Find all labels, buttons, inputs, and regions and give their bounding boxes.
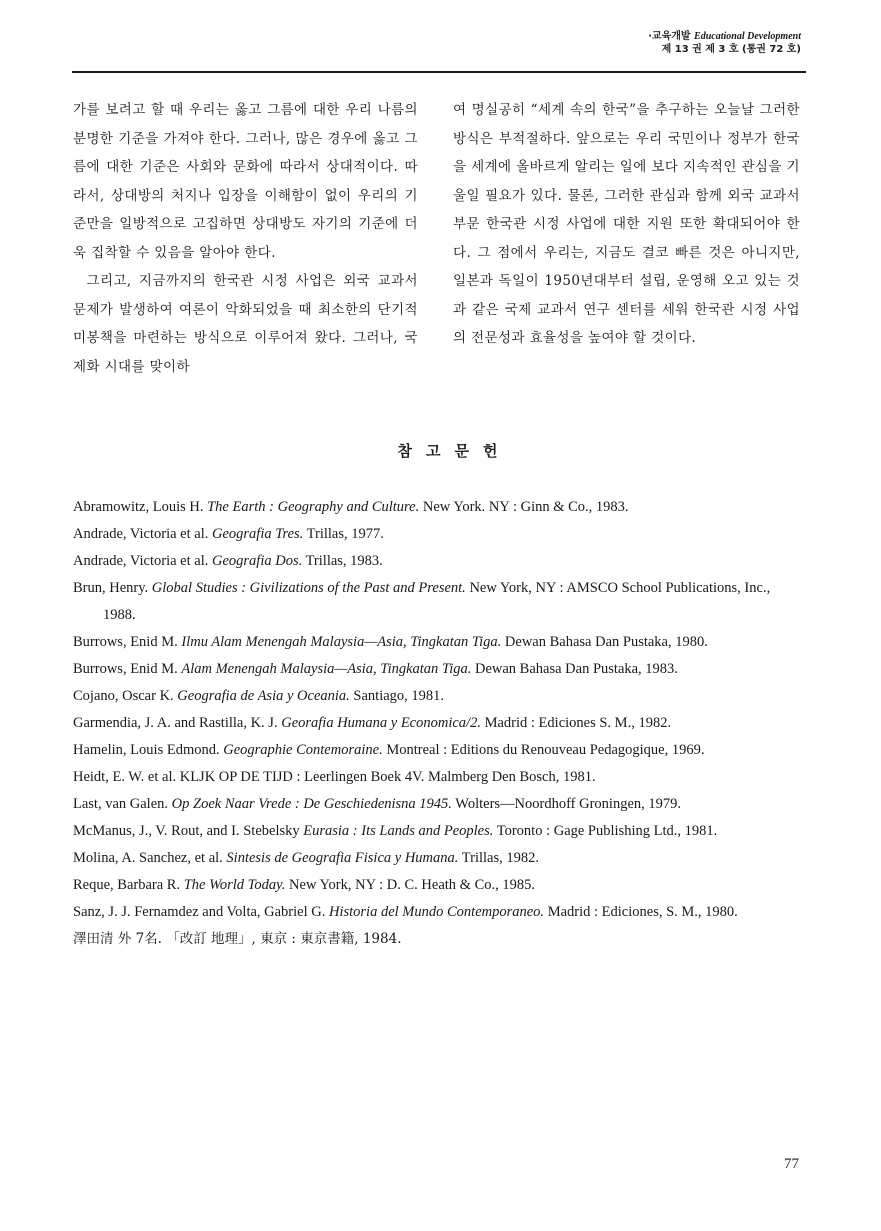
reference-item: Molina, A. Sanchez, et al. Sintesis de Geografia Fisica y Humana. Trillas, 1982. xyxy=(73,850,539,866)
reference-item: 澤田清 外 7名. 「改訂 地理」, 東京 : 東京書籍, 1984. xyxy=(73,931,402,947)
reference-item: Sanz, J. J. Fernamdez and Volta, Gabriel G. Historia del Mundo Contemporaneo. Madrid : Ediciones, S. M., 1980. xyxy=(73,904,738,920)
issue-info: 제 13 권 제 3 호 (통권 72 호) xyxy=(661,44,801,55)
running-header xyxy=(648,30,801,56)
reference-item: Hamelin, Louis Edmond. Geographie Contemoraine. Montreal : Editions du Renouveau Pedagogique, 1969. xyxy=(73,742,705,758)
paragraph: 가를 보려고 할 때 우리는 옳고 그름에 대한 우리 나름의 분명한 기준을 가져야 한다. 그러나, 많은 경우에 옳고 그름에 대한 기준은 사회와 문화에 따라서 상대적이다. 따라서, 상대방의 처지나 입장을 이해함이 없이 우리의 기준만을 일방적으로 고집하면 상대방도 자기의 기준에 더욱 집착할 수 있음을 알아야 한다. xyxy=(73,102,418,261)
reference-item: Last, van Galen. Op Zoek Naar Vrede : De Geschiedenisna 1945. Wolters—Noordhoff Groningen, 1979. xyxy=(73,796,681,812)
page-number: 77 xyxy=(784,1156,799,1172)
reference-item: Reque, Barbara R. The World Today. New York, NY : D. C. Heath & Co., 1985. xyxy=(73,877,535,893)
journal-name-en: Educational Development xyxy=(694,31,801,42)
reference-item: Andrade, Victoria et al. Geografia Dos. Trillas, 1983. xyxy=(73,553,383,569)
references-list xyxy=(73,494,803,953)
paragraph: 그리고, 지금까지의 한국관 시정 사업은 외국 교과서 문제가 발생하여 여론이 악화되었을 때 최소한의 단기적 미봉책을 마련하는 방식으로 이루어져 왔다. 그러나, 국제화 시대를 맞이하 xyxy=(73,273,418,375)
body-column-right xyxy=(453,96,800,353)
reference-item: McManus, J., V. Rout, and I. Stebelsky Eurasia : Its Lands and Peoples. Toronto : Gage Publishing Ltd., 1981. xyxy=(73,823,718,839)
reference-item: Abramowitz, Louis H. The Earth : Geography and Culture. New York. NY : Ginn & Co., 1983. xyxy=(73,499,629,515)
reference-item: Andrade, Victoria et al. Geografia Tres. Trillas, 1977. xyxy=(73,526,384,542)
journal-name xyxy=(648,30,801,43)
reference-item: Burrows, Enid M. Alam Menengah Malaysia—Asia, Tingkatan Tiga. Dewan Bahasa Dan Pustaka, 1983. xyxy=(73,661,678,677)
body-column-left xyxy=(73,96,418,381)
paragraph: 여 명실공히 “세계 속의 한국”을 추구하는 오늘날 그러한 방식은 부적절하다. 앞으로는 우리 국민이나 정부가 한국을 세계에 올바르게 알리는 일에 보다 지속적인 관심을 기울일 필요가 있다. 물론, 그러한 관심과 함께 외국 교과서 부문 한국관 시정 사업에 대한 지원 또한 확대되어야 한다. 그 점에서 우리는, 지금도 결코 빠른 것은 아니지만, 일본과 독일이 1950년대부터 설립, 운영해 오고 있는 것과 같은 국제 교과서 연구 센터를 세워 한국관 시정 사업의 전문성과 효율성을 높여야 할 것이다. xyxy=(453,102,800,346)
reference-item: Brun, Henry. Global Studies : Givilizations of the Past and Present. New York, NY : AMSCO School Publications, Inc., 1988. xyxy=(73,580,771,623)
reference-item: Cojano, Oscar K. Geografia de Asia y Oceania. Santiago, 1981. xyxy=(73,688,445,704)
reference-item: Heidt, E. W. et al. KLJK OP DE TIJD : Leerlingen Boek 4V. Malmberg Den Bosch, 1981. xyxy=(73,769,596,785)
references-heading: 참고문헌 xyxy=(397,442,512,460)
reference-item: Burrows, Enid M. Ilmu Alam Menengah Malaysia—Asia, Tingkatan Tiga. Dewan Bahasa Dan Pustaka, 1980. xyxy=(73,634,708,650)
reference-item: Garmendia, J. A. and Rastilla, K. J. Georafia Humana y Economica/2. Madrid : Ediciones S. M., 1982. xyxy=(73,715,672,731)
journal-name-ko: ·교육개발 xyxy=(648,31,691,42)
header-rule xyxy=(72,71,806,73)
